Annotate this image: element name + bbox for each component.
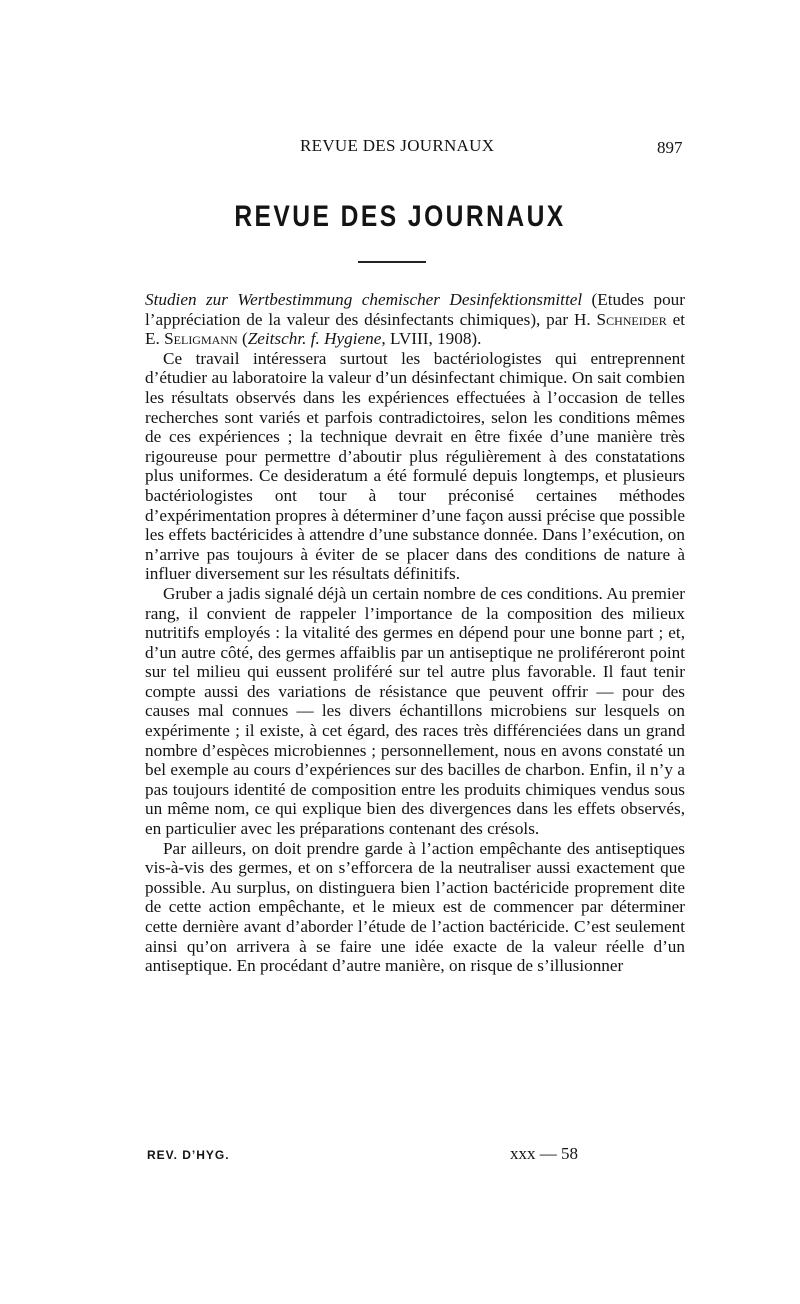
paragraph: Ce travail intéressera surtout les bactériologistes qui entreprennent d’étudier au laboratoire la valeur d’un désinfectant chimique. On sait combien les résultats observés dans les expériences effectuées à l’occasion de telles recherches sont variés et parfois contradictoires, selon les conditions mêmes de ces expériences ; la technique devrait en être fixée d’une manière très rigoureuse pour permettre d’aboutir plus régulièrement à des constatations plus uniformes. Ce desideratum a été formulé depuis longtemps, et plusieurs bactériologistes ont tour à tour préconisé certaines méthodes d’expérimentation propres à déterminer d’une façon aussi précise que possible les effets bactéricides à attendre d’une substance donnée. Dans l’exécution, on n’arrive pas toujours à éviter de se placer dans des conditions de nature à influer diversement sur les résultats définitifs. (145, 348, 685, 584)
article-citation (145, 290, 685, 349)
author-name: Seligmann (164, 329, 238, 349)
title-divider (358, 261, 426, 263)
paragraph: Par ailleurs, on doit prendre garde à l’action empêchante des antiseptiques vis-à-vis des germes, et on s’efforcera de la neutraliser aussi exactement que possible. Au surplus, on distinguera bien l’action bactéricide proprement dite de cette action empêchante, et le mieux est de commencer par déterminer cette dernière avant d’aborder l’étude de l’action bactéricide. C’est seulement ainsi qu’on arrivera à se faire une idée exacte de la valeur réelle d’un antiseptique. En procédant d’autre manière, on risque de s’illusionner (145, 838, 685, 976)
citation-text: , LVIII, 1908). (381, 329, 482, 349)
running-head (0, 136, 800, 160)
citation-text: ( (237, 329, 248, 349)
footer-journal-abbrev: REV. D’HYG. (147, 1148, 230, 1162)
citation-text: (Etudes pour l’appréciation de la valeur des désinfectants chimiques), par H. (145, 290, 685, 329)
page-footer (0, 1144, 800, 1172)
page-number: 897 (657, 138, 683, 157)
section-title: REVUE DES JOURNAUX (234, 200, 566, 233)
running-title: REVUE DES JOURNAUX (300, 136, 495, 155)
paragraph: Gruber a jadis signalé déjà un certain nombre de ces conditions. Au premier rang, il convient de rappeler l’importance de la composition des milieux nutritifs employés : la vitalité des germes en dépend pour une bonne part ; et, d’un autre côté, des germes affaiblis par un antiseptique ne proliféreront point sur tel milieu qui eussent proliféré sur tel autre plus favorable. Il faut tenir compte aussi des variations de résistance que peuvent offrir — pour des causes mal connues — les divers échantillons microbiens sur lesquels on expérimente ; il existe, à cet égard, des races très différenciées dans un grand nombre d’espèces microbiennes ; personnellement, nous en avons constaté un bel exemple au cours d’expériences sur des bacilles de charbon. Enfin, il n’y a pas toujours identité de composition entre les produits chimiques vendus sous un même nom, ce qui explique bien des divergences dans les effets observés, en particulier avec les préparations contenant des crésols. (145, 583, 685, 839)
journal-name: Zeitschr. f. Hygiene (247, 329, 382, 349)
footer-signature: xxx — 58 (510, 1144, 578, 1163)
article-body (145, 290, 685, 976)
citation-text: et E. (145, 309, 685, 349)
work-title: Studien zur Wertbestimmung chemischer Desinfektionsmittel (145, 290, 583, 309)
author-name: Schneider (596, 309, 667, 329)
